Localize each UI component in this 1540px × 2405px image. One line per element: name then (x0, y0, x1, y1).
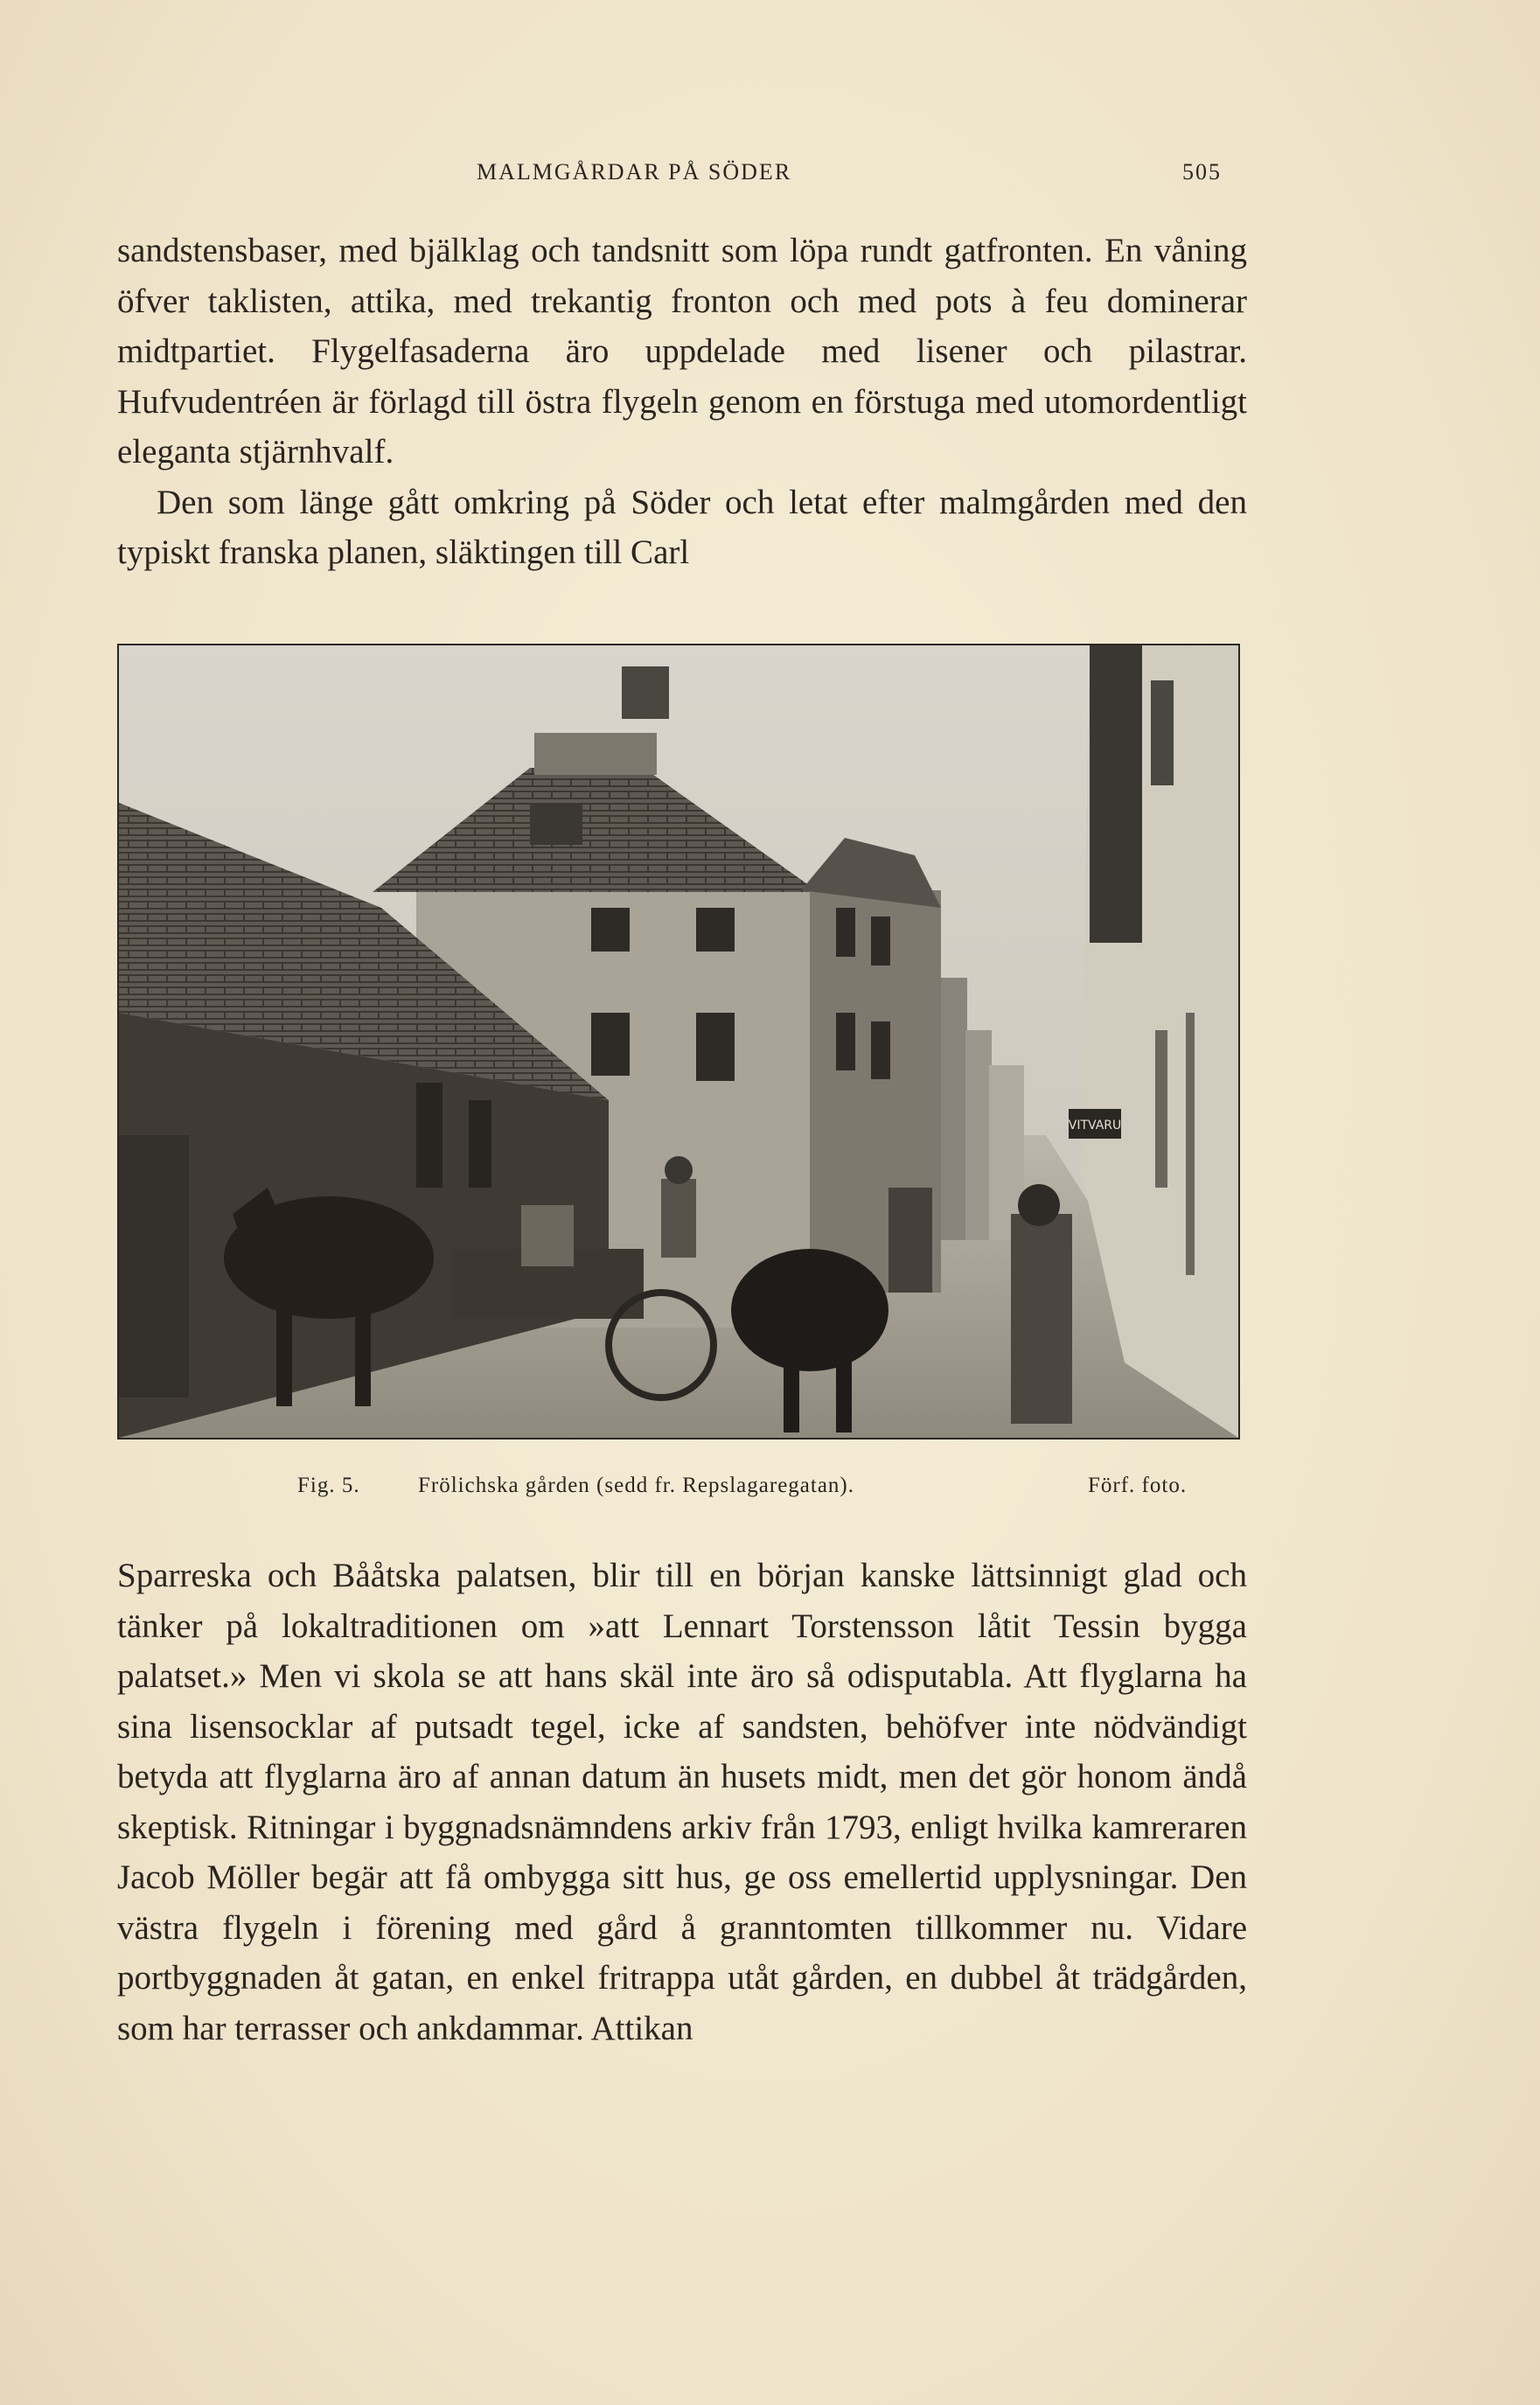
paragraph: Sparreska och Bååtska palatsen, blir till en början kanske lättsinnigt glad och tänker på lokaltraditionen om »att Lennart Torstensson låtit Tessin bygga palatset.» Men vi skola se att hans skäl inte äro så odisputabla. Att flyglarna ha sina lisensocklar af putsadt tegel, icke af sandsten, behöfver inte nödvändigt betyda att flyglarna äro af annan datum än husets midt, men det gör honom ändå skeptisk. Ritningar i byggnadsnämndens arkiv från 1793, enligt hvilka kamreraren Jacob Möller begär att få ombygga sitt hus, ge oss emellertid upplysningar. Den västra flygeln i förening med gård å granntomten tillkommer nu. Vidare portbyggnaden åt gatan, en enkel fritrappa utåt gården, en dubbel åt trädgården, som har terrasser och ankdammar. Attikan (117, 1557, 1247, 2047)
paragraph: sandstensbaser, med bjälklag och tandsnitt som löpa rundt gatfronten. En våning öfver taklisten, attika, med trekantig fronton och med pots à feu dominerar midtpartiet. Flygelfasaderna äro uppdelade med lisener och pilastrar. Hufvudentréen är förlagd till östra flygeln genom en förstuga med utomordentligt eleganta stjärnhvalf. (117, 232, 1247, 471)
running-head-title: MALMGÅRDAR PÅ SÖDER (477, 159, 792, 185)
caption-text: Frölichska gården (sedd fr. Repslagaregatan). (418, 1474, 855, 1497)
photo-credit: Förf. foto. (1088, 1474, 1188, 1497)
body-text-top (117, 226, 1247, 578)
figure-label: Fig. 5. (297, 1474, 360, 1497)
running-head (0, 159, 1540, 194)
body-text-bottom (117, 1551, 1247, 2053)
street-photograph (117, 644, 1240, 1440)
photo-illustration (119, 645, 1238, 1438)
paragraph: Den som länge gått omkring på Söder och letat efter malmgården med den typiskt franska planen, släktingen till Carl (117, 483, 1247, 571)
shop-sign: VITVARU (1068, 1119, 1122, 1133)
page-number: 505 (1182, 159, 1222, 185)
